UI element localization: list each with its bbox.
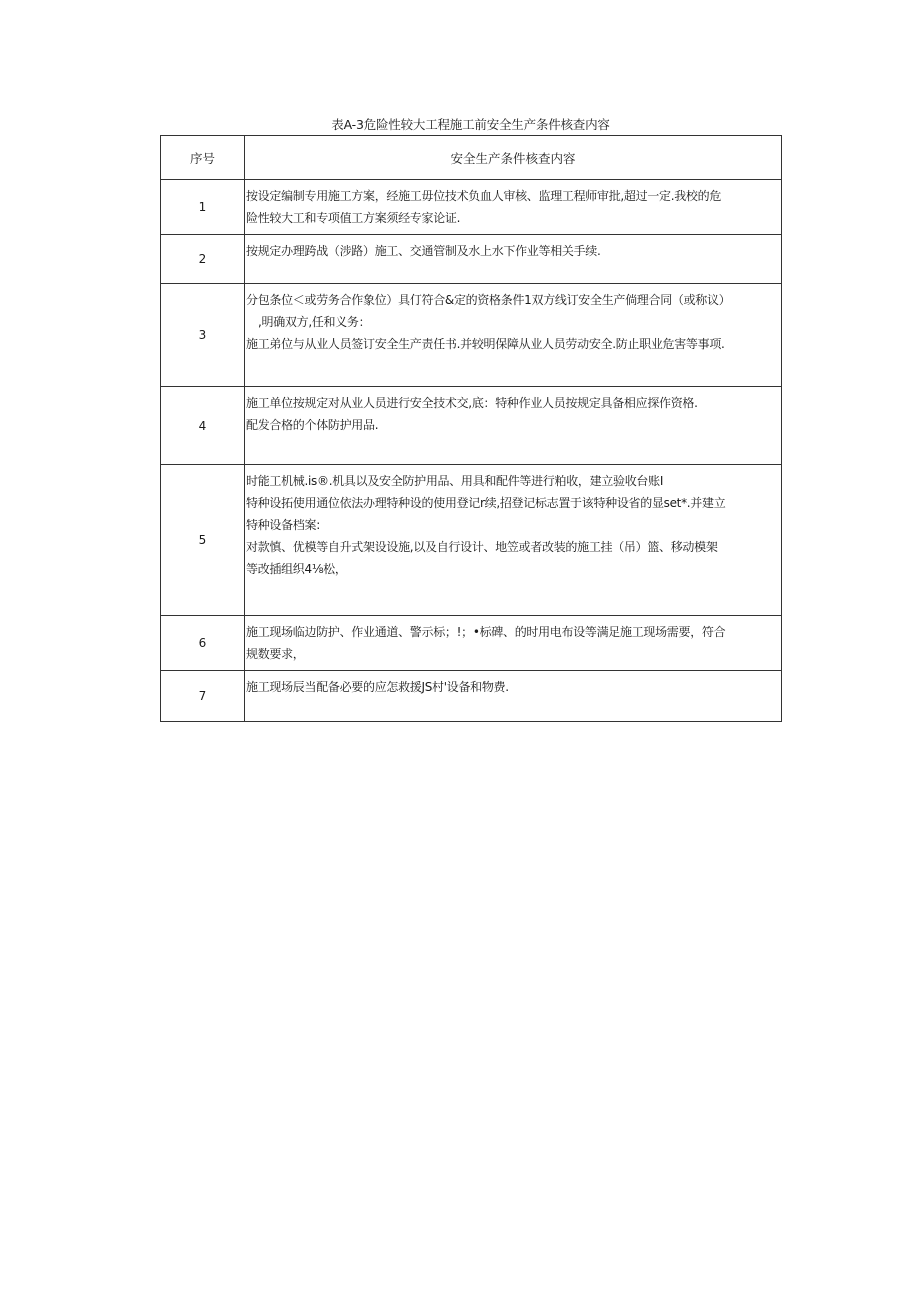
content-line: 施工弟位与从业人员签订安全生产责任书.并较明保障从业人员劳动安全.防止职业危害等事项. xyxy=(246,337,725,351)
row-number: 5 xyxy=(161,465,245,616)
content-line: 时能工机械.is®.机具以及安全防护用品、用具和配件等进行粕收，建立验收台账I xyxy=(246,474,664,488)
table-row xyxy=(161,387,782,465)
content-line: 按规定办理跨战（涉路）施工、交通管制及水上水下作业等相关手续. xyxy=(246,244,601,258)
row-content xyxy=(245,284,782,387)
row-content xyxy=(245,235,782,284)
row-number: 1 xyxy=(161,180,245,235)
table-row xyxy=(161,616,782,671)
row-number: 3 xyxy=(161,284,245,387)
row-content xyxy=(245,387,782,465)
content-line: 对款慎、优模等自升式架设设施,以及自行设计、地笠或者改装的施工挂（吊）篮、移动模架 xyxy=(246,540,718,554)
header-no: 序号 xyxy=(161,136,245,180)
content-line: 施工现场辰当配备必要的应怎救援JS村'设备和物费. xyxy=(246,680,509,694)
header-content: 安全生产条件核查内容 xyxy=(245,136,782,180)
row-number: 7 xyxy=(161,671,245,722)
row-number: 4 xyxy=(161,387,245,465)
content-line: 规数要求， xyxy=(246,647,305,661)
table-row xyxy=(161,235,782,284)
table-row xyxy=(161,671,782,722)
table-row xyxy=(161,180,782,235)
content-line: 按设定编制专用施工方案，经施工毋位技术负血人审核、监理工程师审批,超过一定.我校的危 xyxy=(246,189,722,203)
row-content xyxy=(245,616,782,671)
row-number: 2 xyxy=(161,235,245,284)
row-content xyxy=(245,671,782,722)
row-number: 6 xyxy=(161,616,245,671)
content-line: 施工现场临边防护、作业通道、警示标；!；•标碑、的时用电布设等满足施工现场需要，符合 xyxy=(246,625,726,639)
row-content xyxy=(245,180,782,235)
content-line: 险性较大工和专项值工方案须经专家论证. xyxy=(246,211,461,225)
content-line: 特种设拓使用通位依法办理特种设的使用登记r续,招登记标志置于该特种设省的显set*.并建立 xyxy=(246,496,726,510)
row-content xyxy=(245,465,782,616)
content-line: 配发合格的个体防护用品. xyxy=(246,418,379,432)
content-line: ,明确双方,任和义务： xyxy=(258,315,371,329)
safety-conditions-table xyxy=(160,135,782,722)
content-line: 施工单位按规定对从业人员进行安全技术交,底：特种作业人员按规定具备相应探作资格. xyxy=(246,396,698,410)
content-line: 特种设备档案: xyxy=(246,518,320,532)
table-header-row xyxy=(161,136,782,180)
table-row xyxy=(161,284,782,387)
content-line: 分包条位＜或劳务合作象位）具仃符合&定的资格条件1双方线订安全生产倘理合同（或称议） xyxy=(246,293,731,307)
content-line: 等改插组织4⅛松， xyxy=(246,562,347,576)
table-title: 表A-3危险性较大工程施工前安全生产条件核查内容 xyxy=(331,117,610,132)
table-row xyxy=(161,465,782,616)
